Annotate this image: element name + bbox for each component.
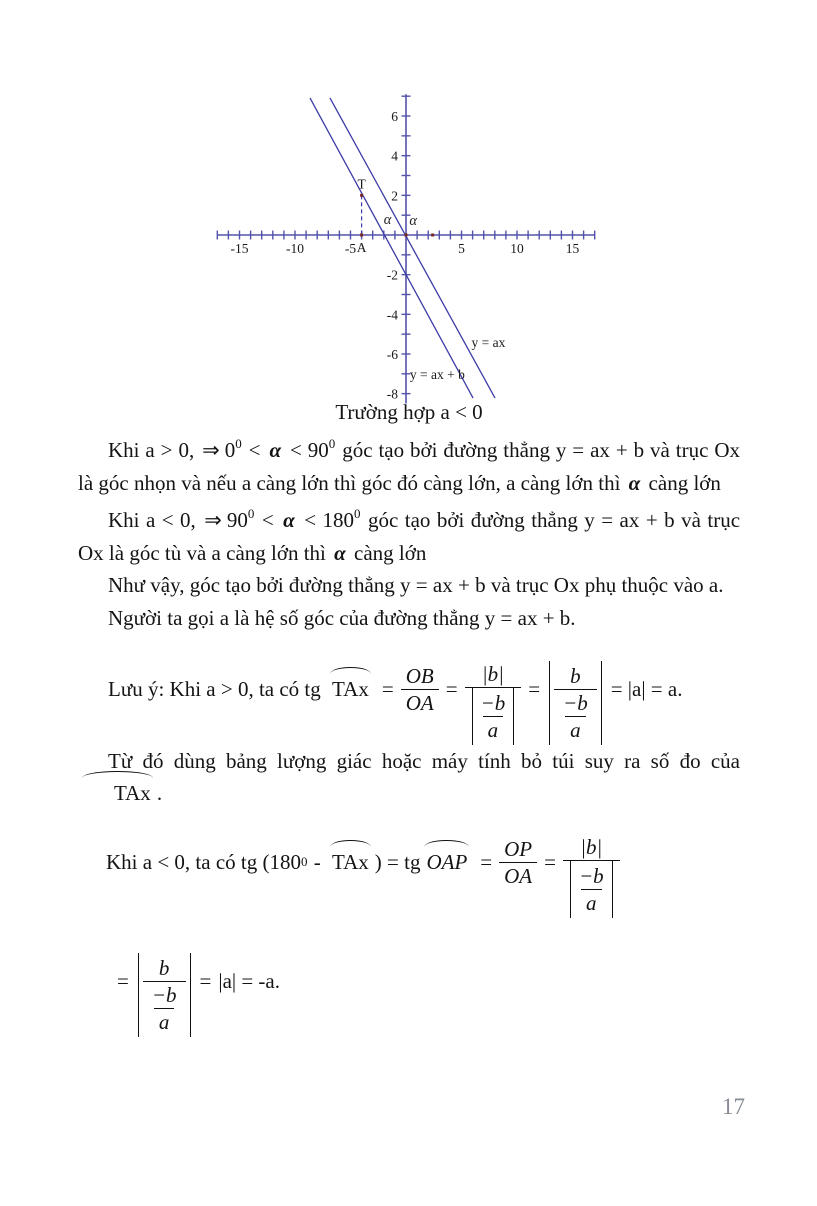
svg-text:6: 6 [391,109,398,125]
p1-text: Khi a > 0, [108,438,201,462]
svg-text:-8: -8 [386,386,398,402]
page-content [78,0,741,1034]
degree-sup: 0 [247,506,255,522]
svg-text:T: T [357,176,366,192]
svg-text:α: α [383,212,392,229]
svg-text:-4: -4 [386,307,398,323]
p7-tail: |a| = -a. [218,969,280,994]
p6-text: Khi a < 0, ta có tg (180 [106,850,301,875]
angle-TAx: TAx [329,673,372,706]
equals-sign: = [445,677,458,702]
negative-case-formula-row [78,810,740,916]
alpha-symbol: α [628,470,641,495]
p2-text2: góc tạo bởi đường thẳng y = ax + b và trục Ox là góc tù và a càng lớn thì [78,508,741,565]
svg-text:-10: -10 [286,241,304,256]
degree-sup: 0 [235,436,242,451]
p2-math2: 180 [322,508,355,533]
p2-lt2: < [297,508,323,533]
svg-text:4: 4 [391,148,398,164]
svg-text:y = ax + b: y = ax + b [409,366,465,382]
equals-sign: = [381,677,394,702]
p1-lt2: < [284,438,308,462]
angle-TAx: TAx [81,777,154,810]
p1-math2: 90 [307,438,329,462]
svg-text:-6: -6 [386,346,398,362]
paragraph-case-positive [78,429,740,499]
note-formula-row [78,635,740,745]
degree-sup: 0 [354,506,361,522]
p1-lt: < [242,438,267,462]
final-formula-row [78,934,740,1034]
abs-nested-fraction: $\frac{b}{\frac{-b}{a}}$ [138,953,191,1037]
page-number: 17 [722,1094,745,1119]
paragraph-table-lookup [78,745,740,810]
alpha-symbol: α [269,438,282,462]
svg-text:5: 5 [458,241,465,256]
fraction-absb-over-absfrac: $\frac{|b|}{\frac{-b}{a}}$ [465,661,522,745]
svg-text:-15: -15 [230,241,249,256]
p1-text2: góc tạo bởi đường thẳng y = ax + b và trục Ox là góc nhọn và nếu a càng lớn thì góc đó càng lớn, a càng lớn thì [78,438,741,495]
note-text: Khi a > 0, ta có tg [164,677,327,702]
equals-sign: = [117,969,129,994]
implies-icon: ⇒ [202,438,220,462]
svg-text:2: 2 [391,188,398,204]
p2-lt: < [255,508,281,533]
p1-text3: càng lớn [643,470,721,495]
svg-text:-2: -2 [386,267,398,283]
fraction-OP-OA: $\frac{OP}{OA}$ [499,836,537,889]
degree-sup: 0 [328,436,336,451]
graph-svg [200,85,612,410]
svg-text:A: A [356,240,367,255]
p1-math: 0 [224,438,236,462]
figure-graph [78,85,740,403]
svg-text:15: 15 [565,241,580,256]
degree-sup: 0 [300,854,308,870]
alpha-symbol: α [334,540,346,565]
fraction-OB-OA: $\frac{OB}{OA}$ [401,663,439,716]
fraction-absb-over-absfrac: $\frac{|b|}{\frac{-b}{a}}$ [563,834,620,918]
abs-bars: $\frac{-b}{a}$ [472,688,515,745]
p6-text2: ) = tg [374,850,421,875]
note-tail: = |a| = a. [610,677,683,702]
angle-OAP: OAP [423,846,470,879]
p2-text3: càng lớn [348,540,427,565]
svg-text:10: 10 [510,241,524,256]
implies-icon: ⇒ [204,508,222,533]
figure-caption: Trường hợp a < 0 [335,400,483,424]
p5-period: . [156,781,163,806]
note-label: Lưu ý: [108,677,165,702]
svg-text:α: α [409,213,417,230]
p6-minus: - [308,850,326,875]
equals-sign: = [528,677,541,702]
equals-sign: = [544,850,556,875]
p5-text: Từ đó dùng bảng lượng giác hoặc máy tính bỏ túi suy ra số đo của [108,748,740,773]
paragraph-slope-definition: Người ta gọi a là hệ số góc của đường thẳng y = ax + b. [108,605,576,630]
paragraph-case-negative [78,499,740,569]
p2-math: 90 [226,508,248,533]
svg-text:y = ax: y = ax [471,335,506,351]
alpha-symbol: α [283,508,295,533]
abs-bars: $\frac{-b}{a}$ [570,861,613,918]
abs-nested-fraction: $\frac{b}{\frac{-b}{a}}$ [549,661,602,745]
paragraph-conclusion: Như vậy, góc tạo bởi đường thẳng y = ax + b và trục Ox phụ thuộc vào a. [108,573,724,598]
angle-TAx: TAx [329,846,372,879]
equals-sign: = [199,969,212,994]
equals-sign: = [480,850,493,875]
p2-text: Khi a < 0, [108,508,203,533]
svg-text:-5: -5 [344,241,357,256]
